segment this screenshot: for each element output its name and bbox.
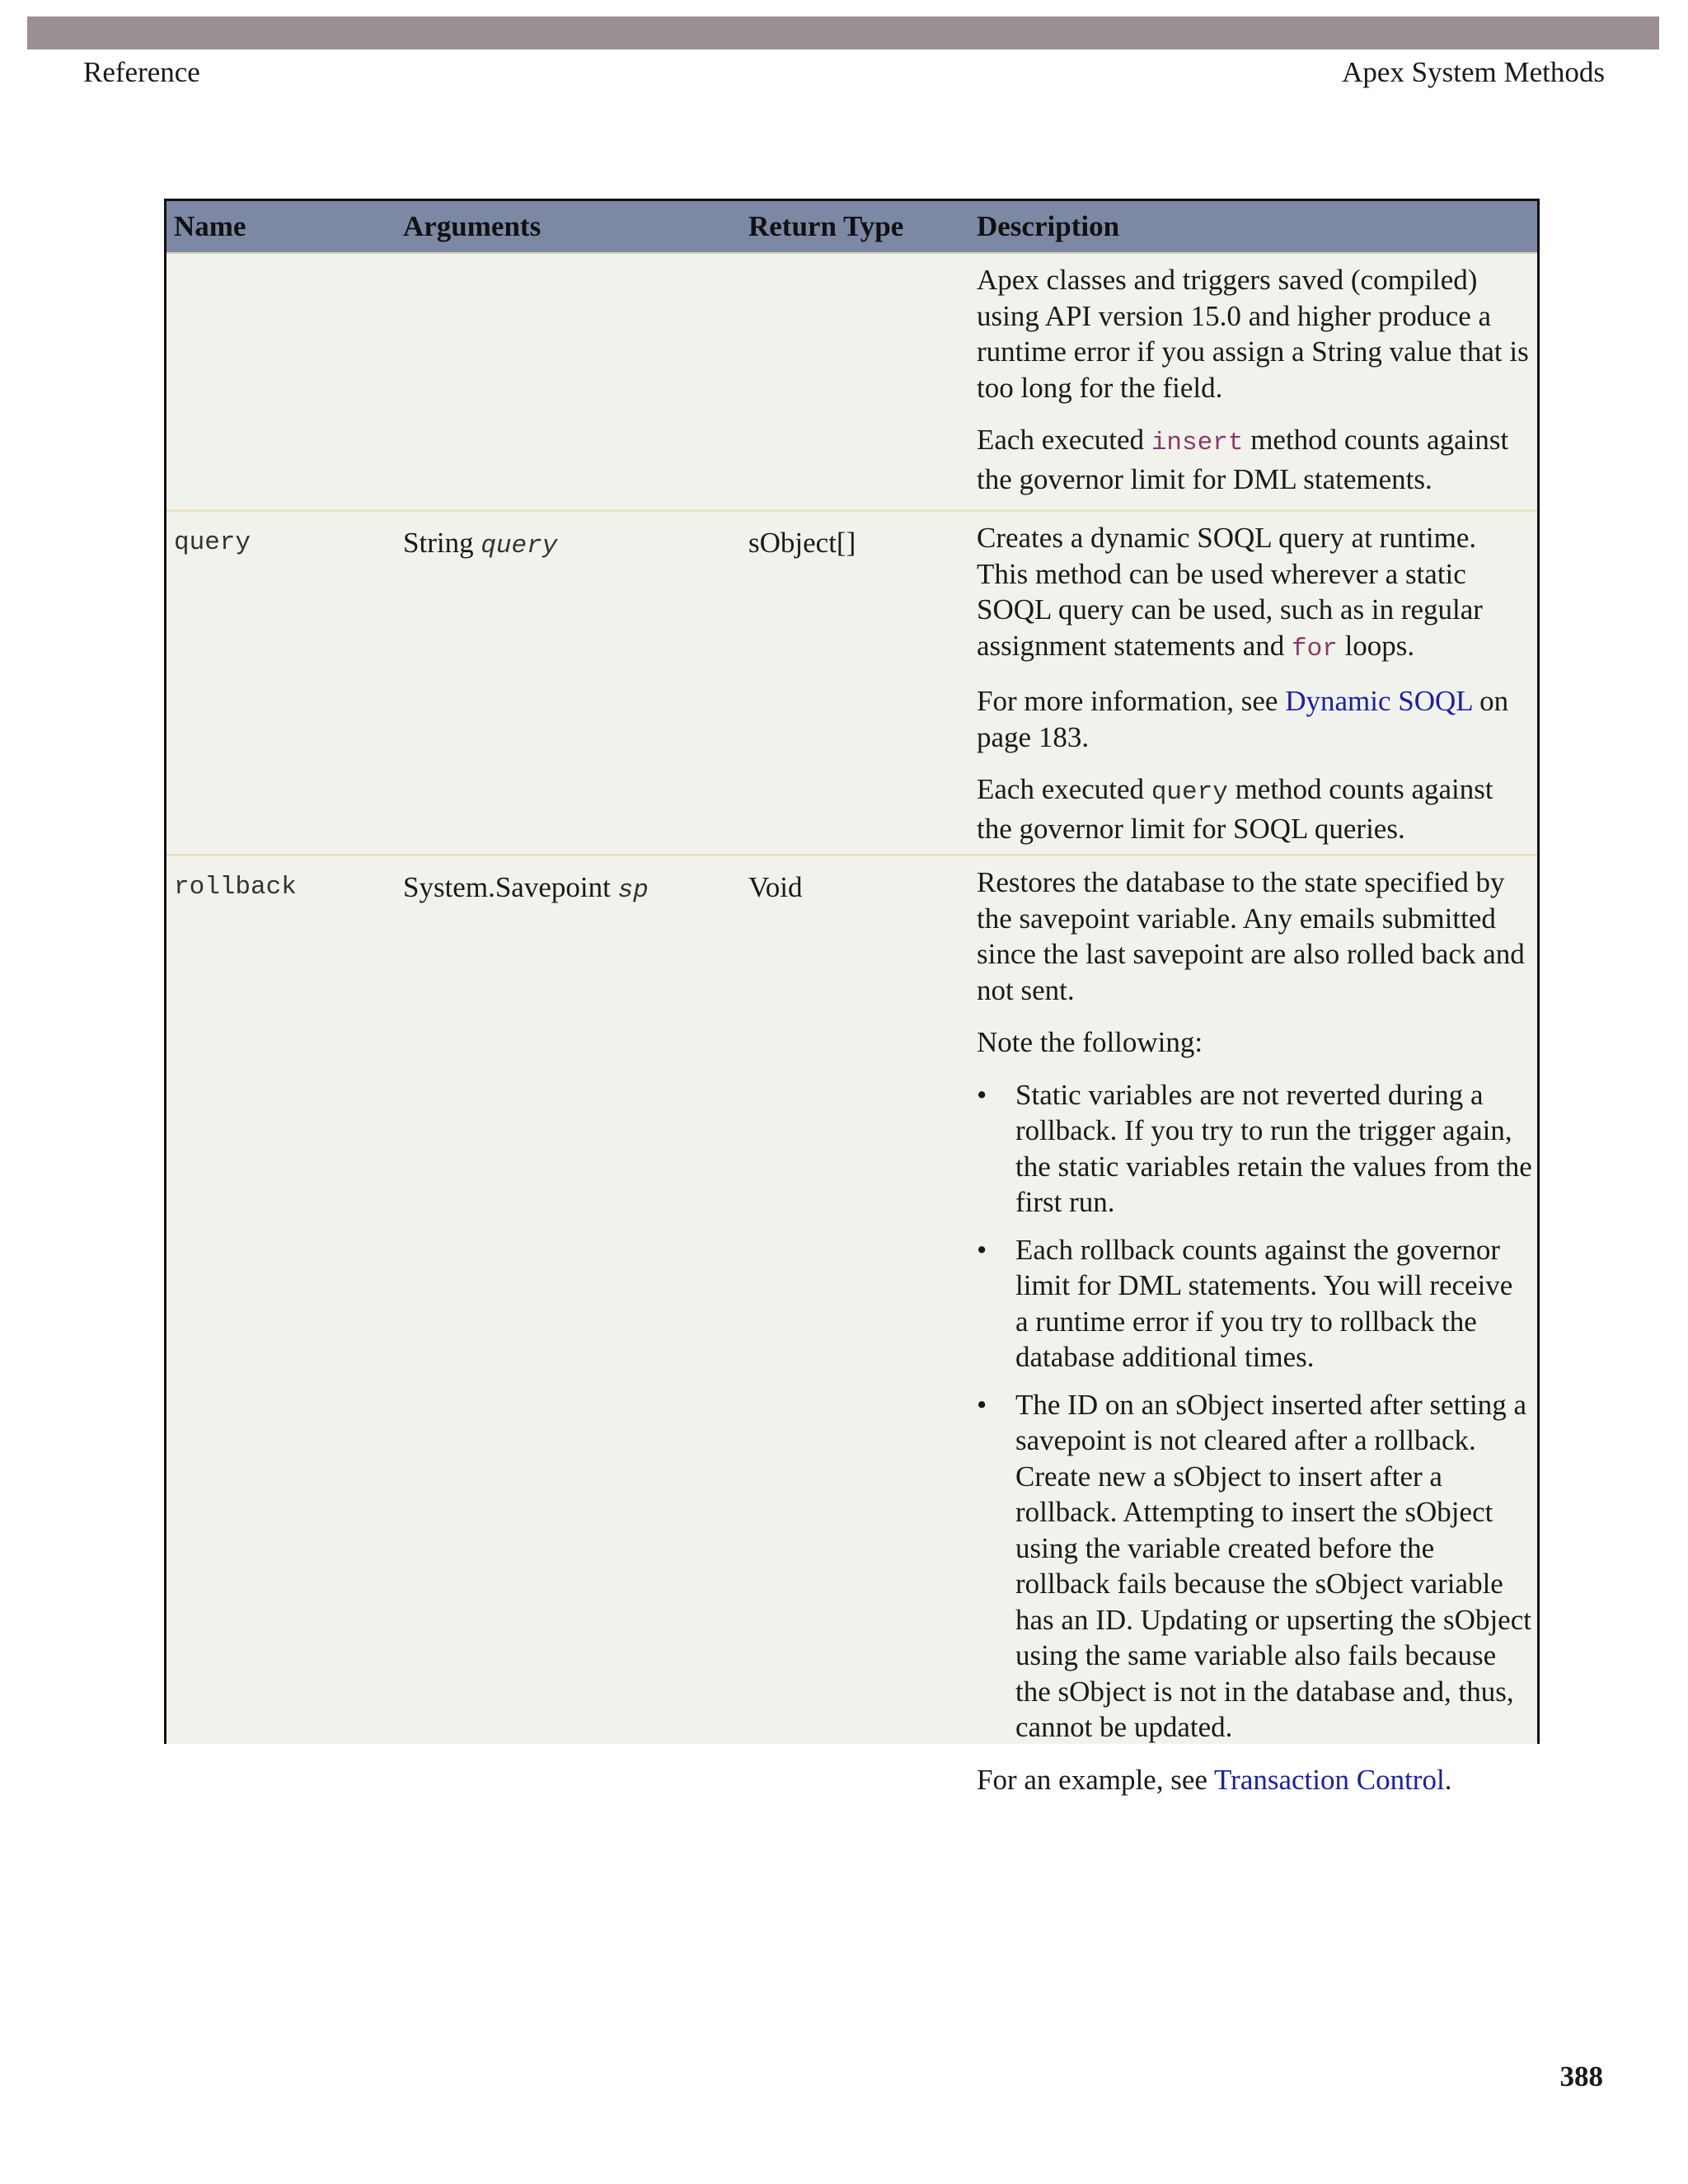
text: Each executed <box>977 424 1151 456</box>
table-row <box>166 856 1537 1796</box>
description-paragraph <box>977 520 1532 667</box>
bullet-icon: • <box>977 1388 987 1421</box>
method-return-type <box>741 254 969 509</box>
method-description <box>969 254 1537 509</box>
description-paragraph <box>977 683 1532 755</box>
column-header-return-type: Return Type <box>748 210 904 242</box>
header-chapter-title: Apex System Methods <box>1342 56 1605 88</box>
text: Creates a dynamic SOQL query at runtime. This method can be used wherever a static SOQL query can be used, such as in regular assignment statements and <box>977 522 1483 662</box>
code-keyword: for <box>1292 634 1338 663</box>
methods-table <box>164 199 1540 1796</box>
transaction-control-link[interactable]: Transaction Control <box>1214 1763 1445 1796</box>
dynamic-soql-link[interactable]: Dynamic SOQL <box>1285 685 1473 717</box>
method-name: query <box>174 528 251 557</box>
method-description <box>969 512 1537 854</box>
top-bar <box>27 16 1659 49</box>
description-paragraph <box>977 422 1532 497</box>
code-keyword: insert <box>1151 429 1244 457</box>
method-description <box>969 856 1537 1796</box>
method-name: rollback <box>174 873 297 902</box>
description-paragraph <box>977 1762 1532 1798</box>
page-number: 388 <box>1559 2060 1603 2093</box>
text: Each executed <box>977 773 1151 805</box>
description-paragraph <box>977 771 1532 846</box>
table-row <box>166 512 1537 856</box>
text: on page 183. <box>977 685 1509 753</box>
text: For an example, see <box>977 1763 1215 1796</box>
notes-list <box>977 1077 1532 1746</box>
list-item-text: Static variables are not reverted during a rollback. If you try to run the trigger again, the static variables retain the values from the first run. <box>1015 1078 1532 1218</box>
column-header-arguments: Arguments <box>403 210 542 242</box>
method-arguments <box>396 856 741 1763</box>
bullet-icon: • <box>977 1078 987 1111</box>
column-header-name: Name <box>174 210 246 242</box>
list-item <box>977 1077 1532 1221</box>
argument-type: System.Savepoint <box>403 871 618 903</box>
list-item <box>977 1232 1532 1376</box>
description-paragraph: Note the following: <box>977 1026 1203 1058</box>
bullet-icon: • <box>977 1233 987 1266</box>
method-return-type: sObject[] <box>748 527 856 559</box>
header-section-title: Reference <box>83 56 200 88</box>
text: . <box>1444 1763 1452 1796</box>
method-name <box>166 254 396 509</box>
method-arguments <box>396 512 741 854</box>
text: method counts against the governor limit for SOQL queries. <box>977 773 1493 845</box>
argument-type: String <box>403 527 481 559</box>
text: For more information, see <box>977 685 1286 717</box>
description-paragraph: Apex classes and triggers saved (compiled) using API version 15.0 and higher produce a runtime error if you assign a String value that is too long for the field. <box>977 264 1529 404</box>
table-header-row <box>166 201 1537 254</box>
list-item <box>977 1387 1532 1746</box>
list-item-text: Each rollback counts against the governor limit for DML statements. You will receive a runtime error if you try to rollback the database additional times. <box>1015 1233 1513 1373</box>
text: method counts against the governor limit for DML statements. <box>977 424 1509 495</box>
table-row <box>166 254 1537 512</box>
code-keyword: query <box>1151 778 1228 807</box>
argument-name: query <box>481 532 558 560</box>
text: loops. <box>1337 629 1415 662</box>
list-item-text: The ID on an sObject inserted after setting a savepoint is not cleared after a rollback. Create new a sObject to insert after a rollback. Attempting to insert the sObject using the variable created before the rollback fails because the sObject variable has an ID. Updating or upserting the sObject using the same variable also fails because the sObject is not in the database and, thus, cannot be updated. <box>1015 1388 1531 1743</box>
method-return-type: Void <box>748 871 803 903</box>
description-paragraph: Restores the database to the state specified by the savepoint variable. Any emails submitted since the last savepoint are also rolled back and not sent. <box>977 866 1525 1006</box>
argument-name: sp <box>617 876 649 905</box>
column-header-description: Description <box>977 210 1120 242</box>
method-arguments <box>396 254 741 509</box>
